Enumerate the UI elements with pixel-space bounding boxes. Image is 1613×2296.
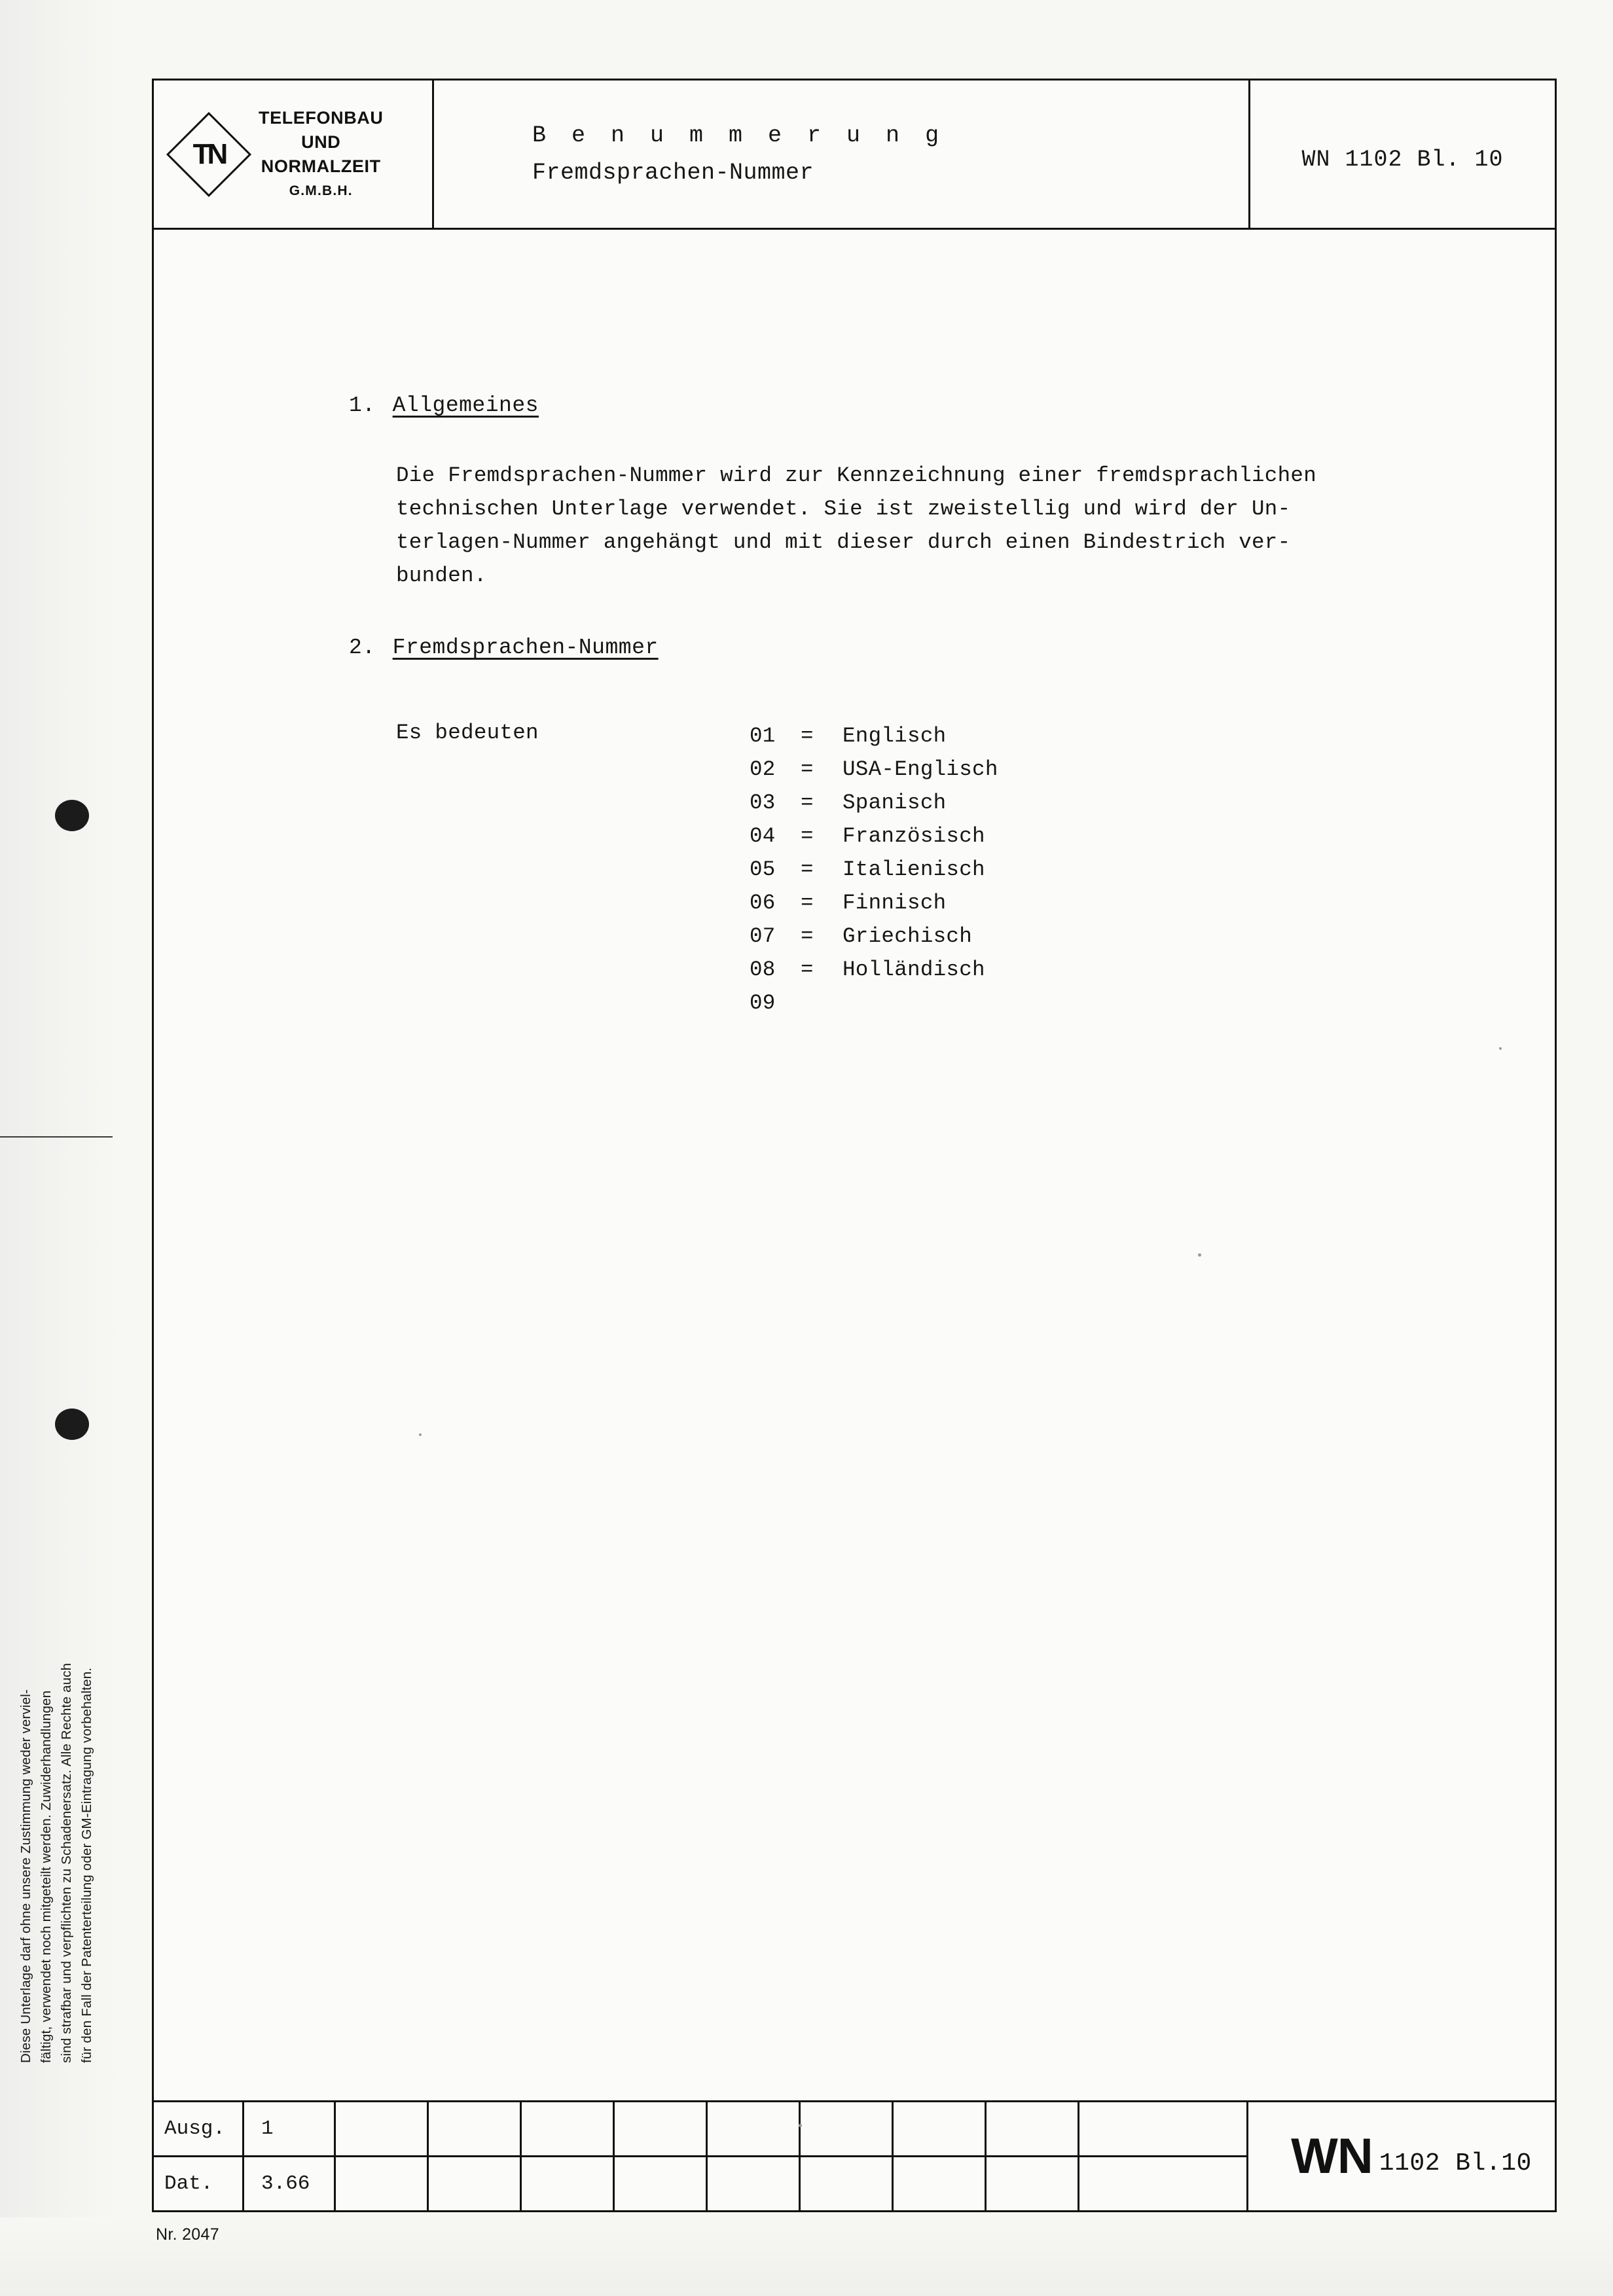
revision-empty-cell: [894, 2157, 987, 2210]
list-item: [750, 719, 998, 753]
logo-monogram: TN: [192, 137, 225, 170]
revision-grid: [154, 2102, 1248, 2210]
revision-empty-cell: [987, 2102, 1079, 2155]
language-code: 01: [750, 724, 776, 748]
punch-hole-top: [55, 800, 89, 831]
language-code: 05: [750, 857, 776, 882]
document-title-main: B e n u m m e r u n g: [532, 122, 945, 149]
revision-label-ausg: Ausg.: [154, 2102, 244, 2155]
paragraph-line: terlagen-Nummer angehängt und mit dieser durch einen Bindestrich ver-: [396, 530, 1291, 554]
list-item: [750, 853, 998, 886]
title-block: [154, 81, 1555, 230]
footer-document-number: [1248, 2102, 1555, 2210]
list-item: [750, 886, 998, 920]
form-number: Nr. 2047: [156, 2225, 219, 2244]
equals-sign: =: [801, 757, 814, 781]
language-name: Englisch: [843, 724, 947, 748]
revision-table: [154, 2100, 1555, 2210]
revision-empty-cell: [987, 2157, 1079, 2210]
equals-sign: =: [801, 724, 814, 748]
company-name: [259, 106, 384, 203]
equals-sign: =: [801, 791, 814, 815]
revision-empty-cell: [429, 2102, 522, 2155]
equals-sign: =: [801, 857, 814, 882]
language-code-list: [750, 719, 998, 1020]
revision-empty-cell: [336, 2102, 429, 2155]
paragraph-line: Die Fremdsprachen-Nummer wird zur Kennzeichnung einer fremdsprachlichen: [396, 463, 1317, 488]
equals-sign: =: [801, 924, 814, 948]
side-notice-line: Diese Unterlage darf ohne unsere Zustimmung weder verviel-: [18, 1689, 33, 2063]
revision-empty-cell: [708, 2102, 801, 2155]
language-name: Italienisch: [843, 857, 985, 882]
language-code: 08: [750, 958, 776, 982]
document-number: WN 1102 Bl. 10: [1248, 81, 1555, 228]
table-row: [154, 2157, 1246, 2210]
punch-hole-bottom: [55, 1408, 89, 1440]
revision-value-dat: 3.66: [244, 2157, 336, 2210]
revision-empty-cell: [1079, 2102, 1172, 2155]
table-row: [154, 2102, 1246, 2157]
language-name: Holländisch: [843, 958, 985, 982]
language-code: 04: [750, 824, 776, 848]
company-logo-cell: [154, 81, 434, 228]
list-item: [750, 920, 998, 953]
company-name-line2: UND: [301, 132, 341, 152]
revision-empty-cell: [1079, 2157, 1172, 2210]
scan-speck: [799, 2124, 802, 2127]
legend-label: Es bedeuten: [396, 721, 539, 745]
section-2-title: Fremdsprachen-Nummer: [392, 636, 659, 660]
revision-empty-cell: [522, 2157, 615, 2210]
section-1-paragraph: [396, 459, 1483, 592]
footer-wn-logo: WN: [1291, 2128, 1373, 2184]
document-title-sub: Fremdsprachen-Nummer: [532, 160, 814, 186]
side-copyright-notice: [16, 1474, 97, 2063]
document-body: [154, 230, 1555, 2100]
language-name: USA-Englisch: [843, 757, 998, 781]
company-name-line3: NORMALZEIT: [261, 156, 381, 176]
scan-edge-shading-bottom: [0, 2217, 1613, 2296]
revision-empty-cell: [615, 2157, 708, 2210]
language-name: Finnisch: [843, 891, 947, 915]
section-2-number: 2.: [349, 636, 376, 660]
equals-sign: =: [801, 824, 814, 848]
fold-mark: [0, 1136, 113, 1138]
language-code: 07: [750, 924, 776, 948]
revision-value-ausg: 1: [244, 2102, 336, 2155]
revision-empty-cell: [894, 2102, 987, 2155]
language-name: Griechisch: [843, 924, 973, 948]
side-notice-line: fältigt, verwendet noch mitgeteilt werden. Zuwiderhandlungen: [39, 1690, 54, 2063]
language-code: 02: [750, 757, 776, 781]
list-item: [750, 986, 998, 1020]
paragraph-line: technischen Unterlage verwendet. Sie ist zweistellig und wird der Un-: [396, 497, 1291, 521]
equals-sign: =: [801, 891, 814, 915]
language-code: 06: [750, 891, 776, 915]
list-item: [750, 953, 998, 986]
language-name: Spanisch: [843, 791, 947, 815]
side-notice-line: für den Fall der Patenterteilung oder GM-Eintragung vorbehalten.: [79, 1667, 94, 2063]
revision-empty-cell: [429, 2157, 522, 2210]
section-2-heading: [349, 636, 659, 660]
document-title-cell: [434, 81, 1248, 228]
footer-wn-number: 1102 Bl.10: [1379, 2149, 1532, 2178]
company-diamond-logo-icon: [166, 111, 251, 196]
language-code: 09: [750, 991, 776, 1015]
list-item: [750, 753, 998, 786]
company-legal-form: G.M.B.H.: [289, 183, 353, 198]
scan-speck: [419, 1433, 422, 1436]
revision-label-dat: Dat.: [154, 2157, 244, 2210]
scan-speck: [1198, 1253, 1201, 1257]
equals-sign: =: [801, 958, 814, 982]
scan-speck: [1499, 1047, 1502, 1050]
paragraph-line: bunden.: [396, 564, 487, 588]
section-1-title: Allgemeines: [392, 393, 539, 418]
revision-empty-cell: [801, 2157, 894, 2210]
revision-empty-cell: [801, 2102, 894, 2155]
list-item: [750, 786, 998, 819]
section-1-number: 1.: [349, 393, 376, 418]
language-code: 03: [750, 791, 776, 815]
list-item: [750, 819, 998, 853]
revision-empty-cell: [336, 2157, 429, 2210]
company-name-line1: TELEFONBAU: [259, 107, 384, 128]
language-name: Französisch: [843, 824, 985, 848]
section-1-heading: [349, 393, 539, 418]
document-frame: [152, 79, 1557, 2212]
side-notice-line: sind strafbar und verpflichten zu Schadenersatz. Alle Rechte auch: [59, 1662, 74, 2063]
revision-empty-cell: [708, 2157, 801, 2210]
revision-empty-cell: [522, 2102, 615, 2155]
revision-empty-cell: [615, 2102, 708, 2155]
